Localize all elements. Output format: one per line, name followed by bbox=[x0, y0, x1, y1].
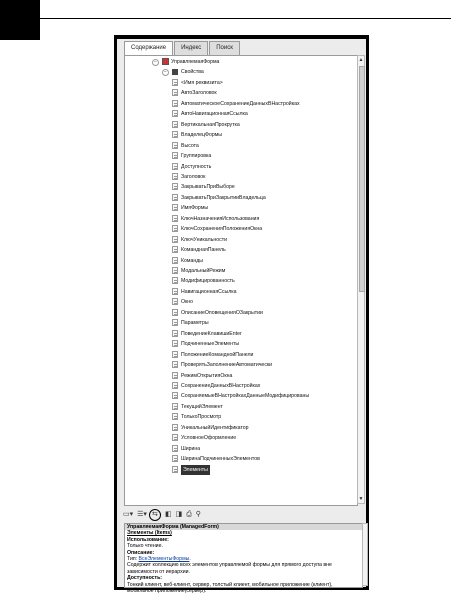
tree-label: Свойства bbox=[181, 69, 204, 76]
tree-label: АвтоНавигационнаяСсылка bbox=[181, 111, 248, 118]
tree-row-property[interactable] bbox=[125, 182, 357, 192]
tree-label: ЗакрыватьПриВыборе bbox=[181, 184, 235, 191]
folder-icon bbox=[172, 69, 178, 75]
tree-label: ПроверятьЗаполнениеАвтоматически bbox=[181, 362, 273, 369]
tree-label: РежимОткрытияОкна bbox=[181, 372, 233, 379]
collapse-icon[interactable]: − bbox=[162, 69, 169, 76]
tree-row-property[interactable] bbox=[125, 454, 357, 464]
description-heading: Описание: bbox=[127, 549, 155, 556]
type-suffix: . bbox=[189, 556, 191, 563]
tree-label: УникальныйИдентификатор bbox=[181, 424, 249, 431]
help-subtitle: Элементы (Items) bbox=[127, 530, 172, 537]
tree-label: Группировка bbox=[181, 153, 212, 160]
property-page-icon bbox=[172, 215, 178, 222]
property-page-icon bbox=[172, 257, 178, 264]
tree-label: СохранениеДанныхВНастройках bbox=[181, 382, 261, 389]
tree-row-property[interactable] bbox=[125, 172, 357, 182]
type-link[interactable]: ВсеЭлементыФормы bbox=[138, 556, 190, 563]
tree-label: ПоведениеКлавишиEnter bbox=[181, 330, 242, 337]
tree-label: УсловноеОформление bbox=[181, 435, 237, 442]
property-page-icon bbox=[172, 288, 178, 295]
property-page-icon bbox=[172, 277, 178, 284]
tree-label: Параметры bbox=[181, 320, 209, 327]
property-page-icon bbox=[172, 445, 178, 452]
tree-label: УправляемаяФорма bbox=[171, 59, 220, 65]
tree-label: ТекущийЭлемент bbox=[181, 403, 223, 410]
tree-row-property[interactable] bbox=[125, 109, 357, 119]
tree-label: ВертикальнаяПрокрутка bbox=[181, 121, 240, 128]
tree-row-property[interactable] bbox=[125, 120, 357, 130]
property-page-icon bbox=[172, 340, 178, 347]
tree-label: ИмяФормы bbox=[181, 205, 209, 212]
tree-row-property[interactable] bbox=[125, 193, 357, 203]
tree-label: КлючУникальности bbox=[181, 236, 227, 243]
property-page-icon bbox=[172, 173, 178, 180]
type-prefix: Тип: bbox=[127, 556, 139, 563]
help-panel bbox=[117, 39, 366, 595]
tree-label: НавигационнаяСсылка bbox=[181, 288, 237, 295]
property-page-icon bbox=[172, 330, 178, 337]
tree-row-property[interactable] bbox=[125, 235, 357, 245]
property-page-icon bbox=[172, 204, 178, 211]
tree-row-property[interactable] bbox=[125, 391, 357, 401]
property-page-icon bbox=[172, 466, 178, 473]
property-page-icon bbox=[172, 89, 178, 96]
tree-label: МодальныйРежим bbox=[181, 268, 226, 274]
tree-label: Доступность bbox=[181, 163, 212, 170]
tree-row-property[interactable] bbox=[125, 78, 357, 88]
header-rule bbox=[40, 18, 451, 19]
tab-index[interactable]: Индекс bbox=[174, 41, 208, 55]
tree-label: ПоложениеКоманднойПанели bbox=[181, 351, 254, 358]
tree-row-property[interactable] bbox=[125, 276, 357, 286]
property-page-icon bbox=[172, 194, 178, 201]
tree-label: ОписаниеОповещенияОЗакрытии bbox=[181, 309, 263, 316]
property-page-icon bbox=[172, 372, 178, 379]
tree-row-property[interactable] bbox=[125, 371, 357, 381]
tree-row-property[interactable] bbox=[125, 339, 357, 349]
tree-label: ПодчиненныеЭлементы bbox=[181, 341, 240, 348]
property-page-icon bbox=[172, 413, 178, 420]
form-icon bbox=[162, 58, 169, 65]
tree-label: Команды bbox=[181, 257, 203, 264]
tree-row-property[interactable] bbox=[125, 412, 357, 422]
tree-label: СохраняемыеВНастройкахДанныеМодифицированы bbox=[181, 393, 310, 400]
tree-row-property[interactable] bbox=[125, 130, 357, 140]
tree-label: КлючНазначенияИспользования bbox=[181, 215, 260, 222]
sync-icon[interactable]: ⇆ bbox=[149, 509, 161, 521]
help-toolbar bbox=[123, 509, 205, 521]
back-icon[interactable]: ◧ bbox=[164, 511, 172, 518]
property-page-icon bbox=[172, 225, 178, 232]
tree-label: КлючСохраненияПоложенияОкна bbox=[181, 226, 263, 233]
tree-row-property[interactable] bbox=[125, 256, 357, 266]
tree-row-property[interactable] bbox=[125, 99, 357, 109]
property-page-icon bbox=[172, 424, 178, 431]
property-page-icon bbox=[172, 298, 178, 305]
tree-row-property[interactable] bbox=[125, 287, 357, 297]
tree-row-root[interactable] bbox=[125, 57, 357, 67]
tree-label: АвтоЗаголовок bbox=[181, 90, 217, 97]
tab-contents[interactable]: Содержание bbox=[124, 41, 173, 55]
tree-label: Заголовок bbox=[181, 173, 206, 180]
tab-search[interactable]: Поиск bbox=[209, 41, 240, 55]
tree-label: ТолькоПросмотр bbox=[181, 414, 222, 421]
help-title: УправляемаяФорма (ManagedForm) bbox=[125, 524, 362, 530]
forward-icon[interactable]: ◨ bbox=[175, 511, 183, 518]
property-page-icon bbox=[172, 351, 178, 358]
tree-row-property[interactable] bbox=[125, 433, 357, 443]
property-page-icon bbox=[172, 246, 178, 253]
tree-label: Ширина bbox=[181, 445, 201, 452]
property-page-icon bbox=[172, 434, 178, 441]
tree-row-property[interactable] bbox=[125, 245, 357, 255]
property-page-icon bbox=[172, 236, 178, 243]
tree-row-property[interactable] bbox=[125, 141, 357, 151]
tree-row-property[interactable] bbox=[125, 297, 357, 307]
property-page-icon bbox=[172, 403, 178, 410]
property-page-icon bbox=[172, 309, 178, 316]
property-page-icon bbox=[172, 183, 178, 190]
tree-row-property[interactable] bbox=[125, 203, 357, 213]
property-page-icon bbox=[172, 131, 178, 138]
tree-row-property[interactable] bbox=[125, 350, 357, 360]
property-page-icon bbox=[172, 267, 178, 274]
tree-row-property[interactable] bbox=[125, 381, 357, 391]
tree-label: Модифицированность bbox=[181, 278, 235, 285]
scroll-up-icon[interactable]: ▲ bbox=[358, 57, 364, 63]
property-page-icon bbox=[172, 392, 178, 399]
tree-label: Окно bbox=[181, 299, 194, 306]
tab-bar bbox=[124, 41, 241, 55]
tree-row-group[interactable] bbox=[125, 67, 357, 77]
property-page-icon bbox=[172, 121, 178, 128]
tree-label: ЗакрыватьПриЗакрытииВладельца bbox=[181, 194, 266, 201]
collapse-icon[interactable]: − bbox=[152, 59, 159, 66]
tree-row-property[interactable] bbox=[125, 308, 357, 318]
property-page-icon bbox=[172, 152, 178, 159]
availability-heading: Доступность: bbox=[127, 575, 163, 582]
property-page-icon bbox=[172, 110, 178, 117]
tree-label: АвтоматическоеСохранениеДанныхВНастройках bbox=[181, 100, 300, 107]
tree-row-property[interactable] bbox=[125, 444, 357, 454]
tree-label: <Имя реквизита> bbox=[181, 79, 223, 86]
tree-row-property[interactable] bbox=[125, 266, 357, 276]
tree-row-property[interactable] bbox=[125, 465, 357, 475]
tree-label: ШиринаПодчиненныхЭлементов bbox=[181, 456, 260, 463]
tree-row-property[interactable] bbox=[125, 402, 357, 412]
scrollbar-thumb[interactable] bbox=[359, 66, 365, 292]
usage-text: Только чтение. bbox=[127, 543, 163, 550]
help-scrollbar[interactable] bbox=[362, 523, 368, 586]
tree-row-property[interactable] bbox=[125, 224, 357, 234]
property-page-icon bbox=[172, 79, 178, 86]
tree-row-property[interactable] bbox=[125, 329, 357, 339]
property-page-icon bbox=[172, 455, 178, 462]
property-page-icon bbox=[172, 163, 178, 170]
property-page-icon bbox=[172, 142, 178, 149]
tree-label: КоманднаяПанель bbox=[181, 247, 226, 254]
tree-label: Элементы bbox=[183, 466, 208, 473]
help-text-pane bbox=[124, 523, 363, 595]
window-icon[interactable]: ▭▾ bbox=[123, 511, 134, 518]
tree-row-property[interactable] bbox=[125, 423, 357, 433]
tree-row-property[interactable] bbox=[125, 360, 357, 370]
tree-row-property[interactable] bbox=[125, 214, 357, 224]
tree-label: ВладелецФормы bbox=[181, 132, 223, 139]
tree-label: Высота bbox=[181, 142, 199, 149]
list-icon[interactable]: ☰▾ bbox=[137, 511, 147, 518]
usage-heading: Использование: bbox=[127, 536, 169, 543]
tree-row-property[interactable] bbox=[125, 151, 357, 161]
print-icon[interactable]: ⎙ bbox=[186, 511, 192, 518]
help-window bbox=[114, 35, 369, 595]
scroll-down-icon[interactable]: ▼ bbox=[358, 496, 364, 502]
pin-icon[interactable]: ⚲ bbox=[195, 511, 201, 518]
tree-row-property[interactable] bbox=[125, 318, 357, 328]
contents-tree bbox=[124, 55, 358, 506]
property-page-icon bbox=[172, 361, 178, 368]
property-page-icon bbox=[172, 319, 178, 326]
tree-row-property[interactable] bbox=[125, 162, 357, 172]
description-text: Содержит коллекцию всех элементов управляемой формы для прямого доступа вне зависимости от иерархии. bbox=[127, 562, 332, 575]
availability-text: Тонкий клиент, веб-клиент, сервер, толстый клиент, мобильное приложение (клиент), мобильное приложение(сервер). bbox=[127, 581, 333, 595]
corner-block bbox=[0, 0, 40, 40]
tree-scrollbar[interactable] bbox=[357, 55, 365, 504]
property-page-icon bbox=[172, 382, 178, 389]
property-page-icon bbox=[172, 100, 178, 107]
tree-row-property[interactable] bbox=[125, 88, 357, 98]
